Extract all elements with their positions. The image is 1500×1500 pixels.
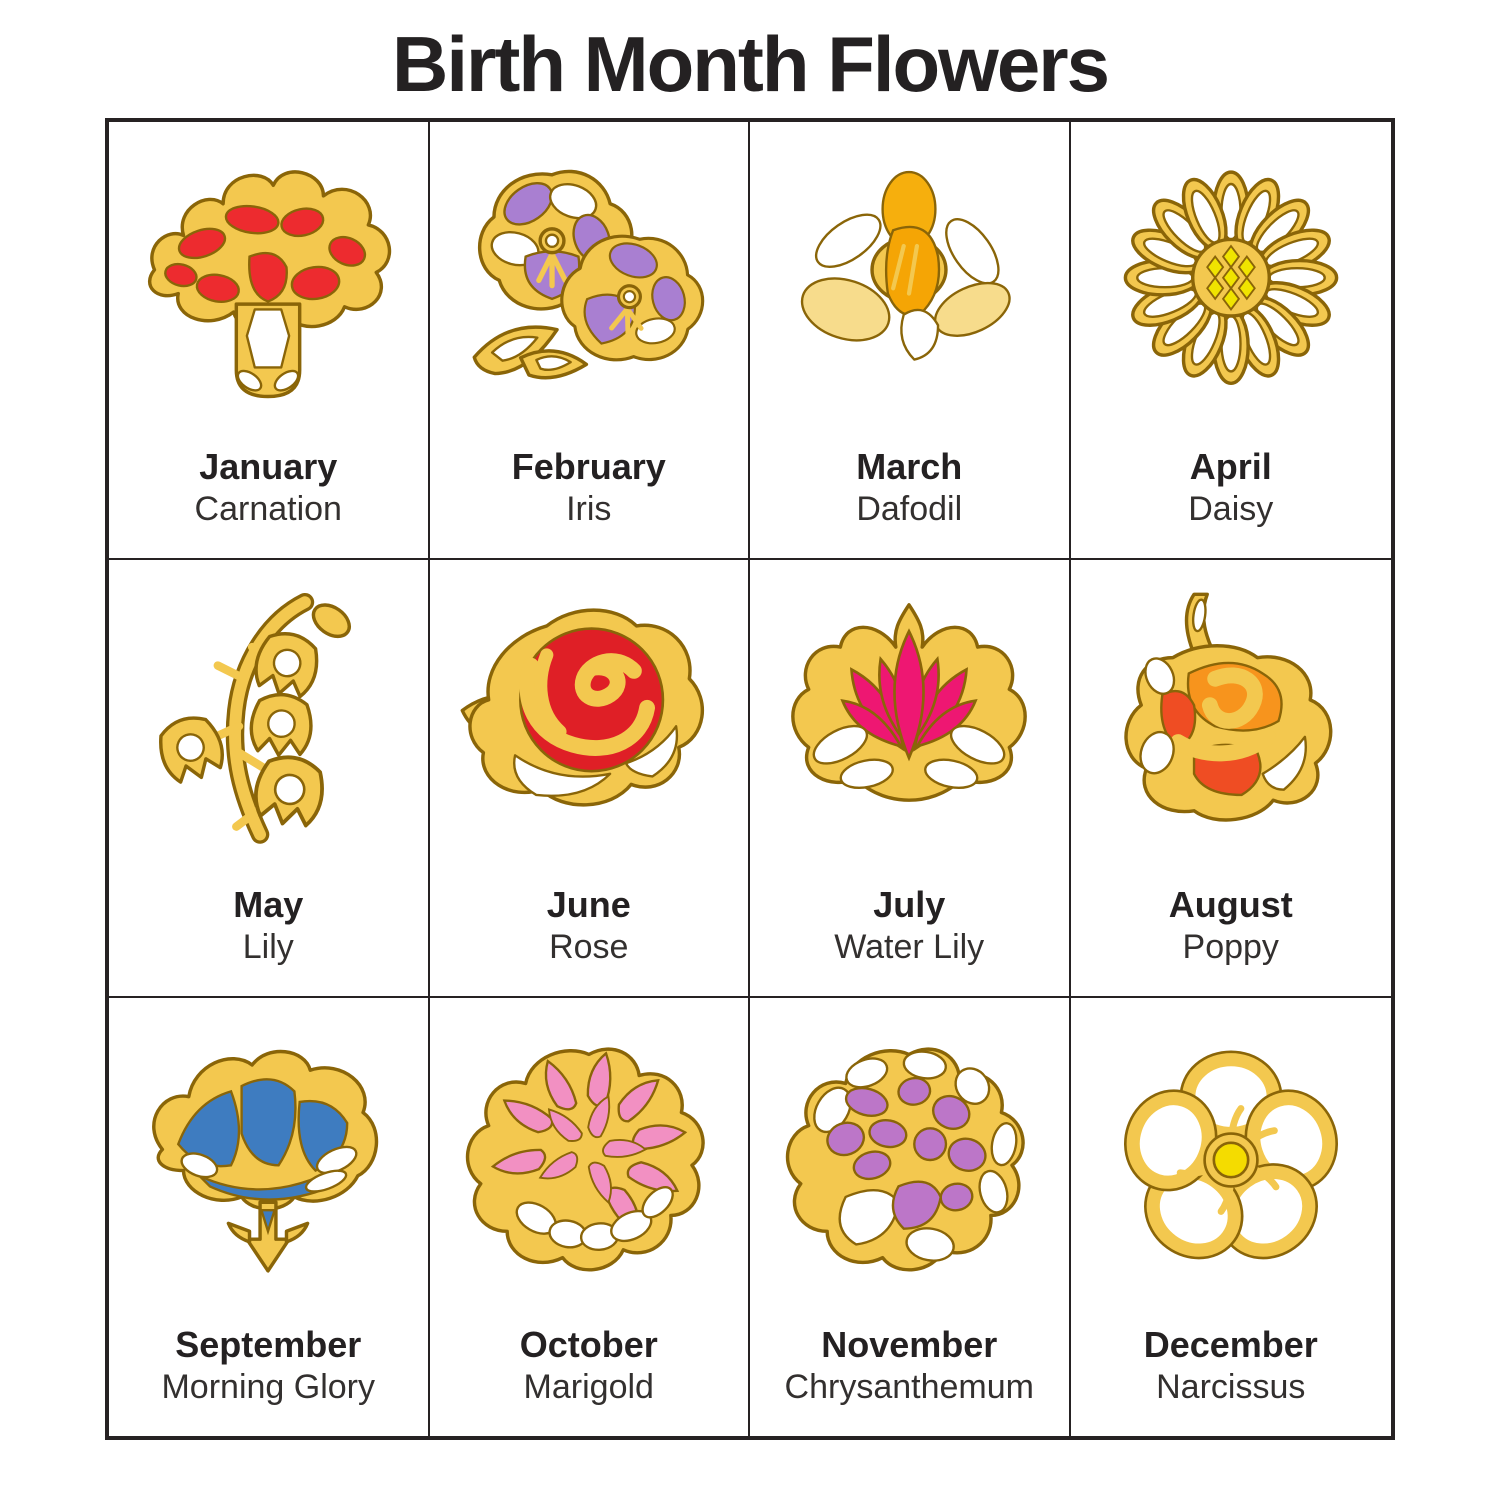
flower-name: Poppy: [1182, 927, 1279, 966]
page-title: Birth Month Flowers: [392, 20, 1108, 108]
label-november: [785, 1323, 1034, 1436]
cell-february: [430, 122, 751, 560]
cell-august: [1071, 560, 1392, 998]
month-name: September: [175, 1323, 362, 1365]
label-april: [1188, 445, 1273, 558]
cell-march: [750, 122, 1071, 560]
flower-name: Narcissus: [1156, 1367, 1306, 1406]
flower-name: Iris: [566, 489, 612, 528]
cell-december: [1071, 998, 1392, 1436]
flower-grid: [105, 118, 1395, 1440]
cell-may: [109, 560, 430, 998]
month-name: December: [1143, 1323, 1318, 1365]
month-name: March: [856, 445, 963, 487]
month-name: February: [511, 445, 666, 487]
water-lily-pin-illustration: [750, 560, 1069, 883]
month-name: May: [233, 883, 304, 925]
month-name: November: [821, 1323, 998, 1365]
label-january: [195, 445, 342, 558]
carnation-pin-illustration: [109, 122, 428, 445]
label-december: [1144, 1323, 1318, 1436]
narcissus-pin-illustration: [1071, 998, 1392, 1323]
cell-july: [750, 560, 1071, 998]
cell-september: [109, 998, 430, 1436]
chrysanthemum-pin-illustration: [750, 998, 1069, 1323]
cell-january: [109, 122, 430, 560]
flower-name: Morning Glory: [161, 1367, 375, 1406]
cell-april: [1071, 122, 1392, 560]
label-october: [520, 1323, 658, 1436]
morning-glory-pin-illustration: [109, 998, 428, 1323]
month-name: June: [546, 883, 631, 925]
flower-name: Marigold: [523, 1367, 654, 1406]
month-name: January: [199, 445, 338, 487]
flower-name: Daisy: [1188, 489, 1274, 528]
lily-of-the-valley-pin-illustration: [109, 560, 428, 883]
cell-june: [430, 560, 751, 998]
flower-name: Dafodil: [856, 489, 963, 528]
month-name: October: [519, 1323, 658, 1365]
label-august: [1169, 883, 1293, 996]
marigold-pin-illustration: [430, 998, 749, 1323]
month-name: July: [873, 883, 946, 925]
poppy-pin-illustration: [1071, 560, 1392, 883]
label-february: [512, 445, 666, 558]
daisy-pin-illustration: [1071, 122, 1392, 445]
flower-name: Carnation: [194, 489, 342, 528]
daffodil-pin-illustration: [750, 122, 1069, 445]
flower-name: Water Lily: [834, 927, 985, 966]
label-may: [233, 883, 303, 996]
rose-pin-illustration: [430, 560, 749, 883]
month-name: August: [1168, 883, 1293, 925]
flower-name: Lily: [242, 927, 294, 966]
flower-name: Rose: [549, 927, 629, 966]
flower-name: Chrysanthemum: [784, 1367, 1034, 1406]
label-june: [547, 883, 631, 996]
label-july: [834, 883, 984, 996]
cell-november: [750, 998, 1071, 1436]
iris-pin-illustration: [430, 122, 749, 445]
label-september: [161, 1323, 375, 1436]
label-march: [856, 445, 962, 558]
cell-october: [430, 998, 751, 1436]
month-name: April: [1189, 445, 1272, 487]
